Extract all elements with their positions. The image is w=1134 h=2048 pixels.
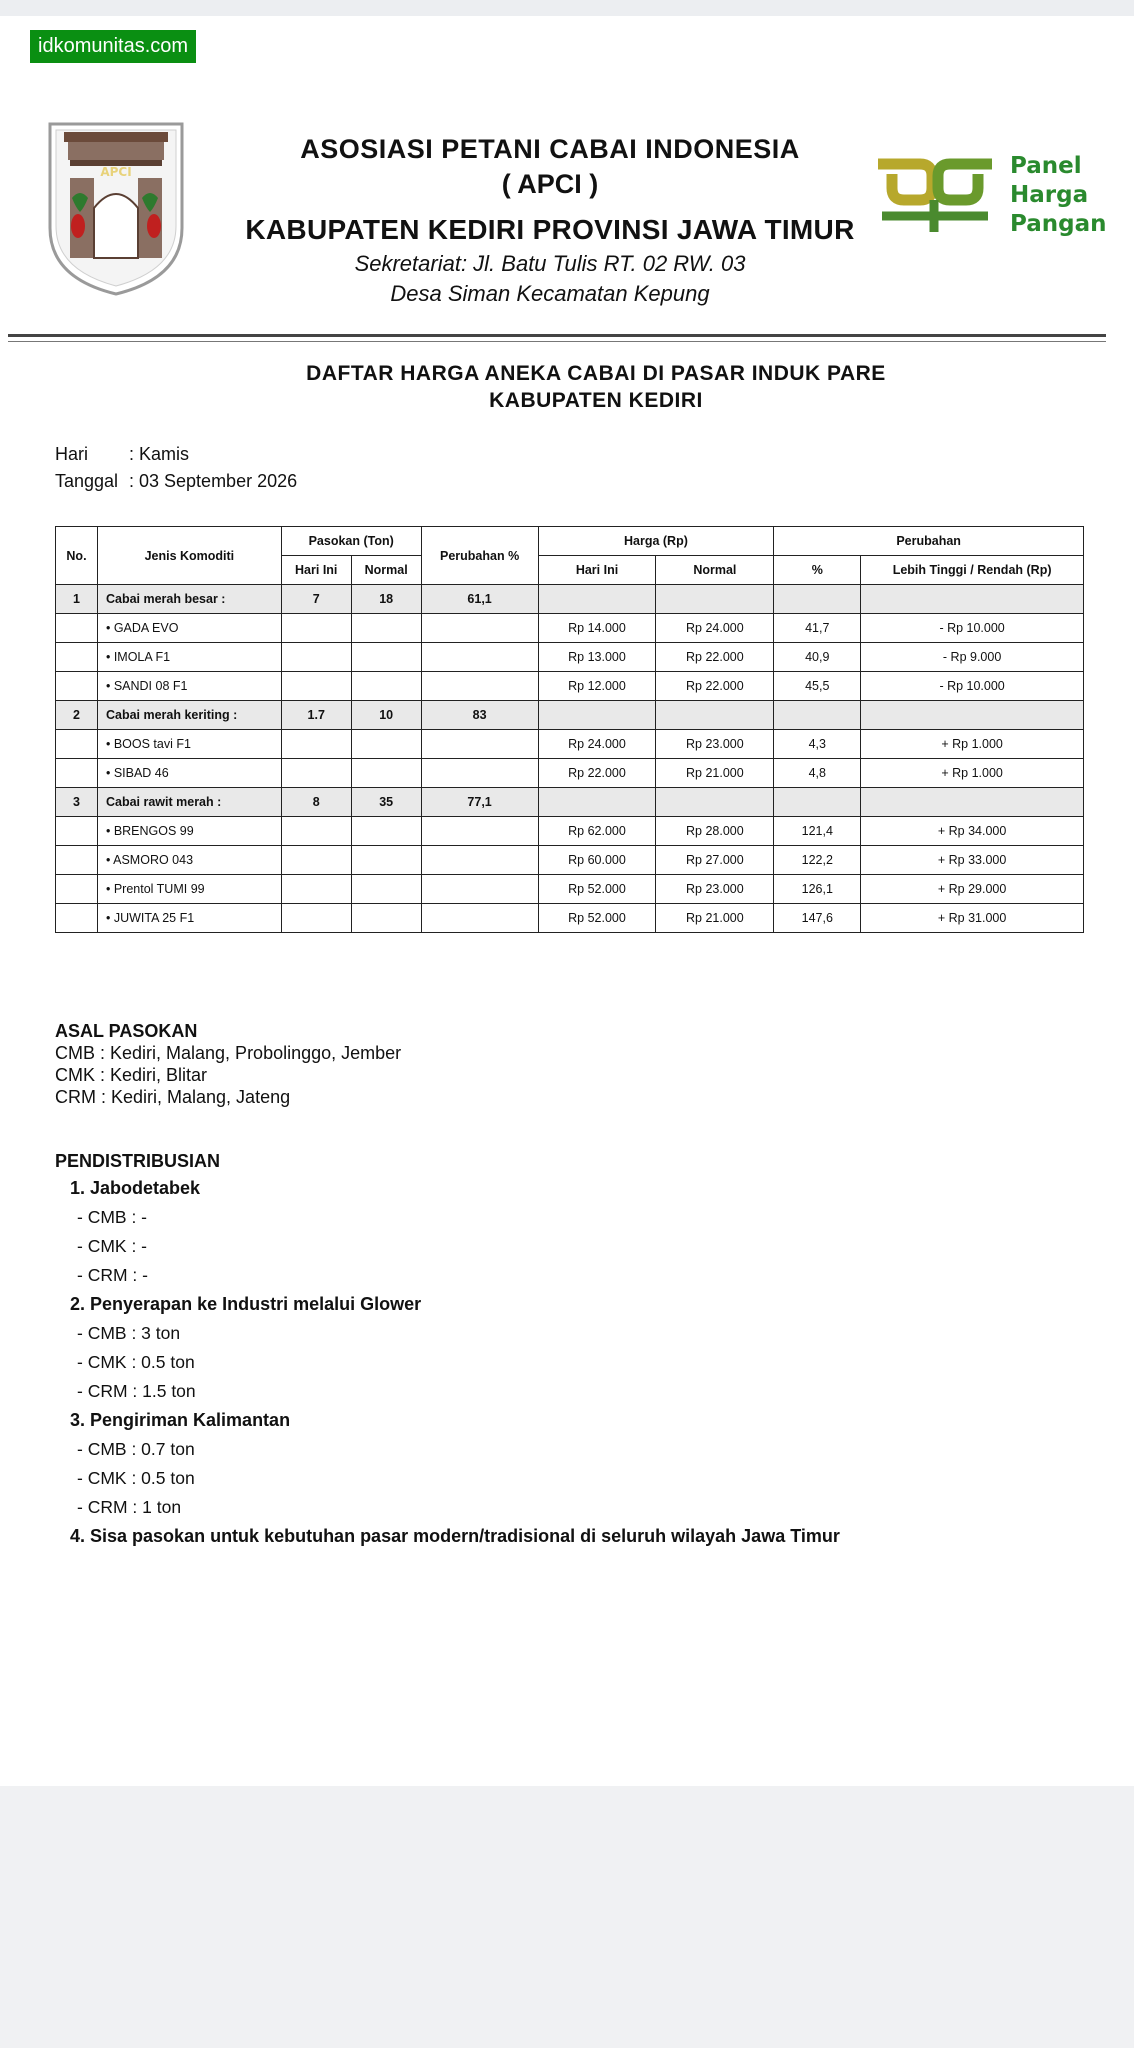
empty-cell (56, 730, 98, 759)
dist-heading: 2. Penyerapan ke Industri melalui Glower (70, 1294, 422, 1314)
apci-emblem-icon (42, 118, 190, 298)
dist-heading: 3. Pengiriman Kalimantan (70, 1410, 291, 1430)
dist-item: - CRM : - (77, 1265, 148, 1285)
empty-cell (351, 846, 421, 875)
item-harga-hari-ini: Rp 22.000 (538, 759, 656, 788)
item-name: • SIBAD 46 (97, 759, 281, 788)
empty-cell (351, 643, 421, 672)
item-name: • IMOLA F1 (97, 643, 281, 672)
table-group-row (56, 701, 1084, 730)
date-info (55, 471, 297, 492)
empty-cell (421, 875, 538, 904)
pendistribusian-title: PENDISTRIBUSIAN (55, 1151, 221, 1171)
item-rp: - Rp 10.000 (861, 614, 1084, 643)
empty-cell (774, 585, 861, 614)
group-no: 2 (56, 701, 98, 730)
col-perubahan-pct: Perubahan % (421, 527, 538, 585)
table-row (56, 643, 1084, 672)
org-address-2: Desa Siman Kecamatan Kepung (390, 281, 710, 306)
empty-cell (281, 846, 351, 875)
pendistribusian-section (55, 1148, 840, 1551)
group-name: Cabai rawit merah : (97, 788, 281, 817)
org-name: ASOSIASI PETANI CABAI INDONESIA (300, 134, 800, 164)
empty-cell (56, 875, 98, 904)
group-perubahan: 61,1 (421, 585, 538, 614)
item-harga-normal: Rp 21.000 (656, 759, 774, 788)
day-info (55, 444, 189, 465)
table-row (56, 875, 1084, 904)
empty-cell (774, 788, 861, 817)
dist-item: - CMK : - (77, 1236, 147, 1256)
empty-cell (656, 788, 774, 817)
bottom-empty-area (0, 1786, 1134, 2048)
document-title: DAFTAR HARGA ANEKA CABAI DI PASAR INDUK PARE (306, 362, 886, 385)
empty-cell (281, 875, 351, 904)
empty-cell (351, 904, 421, 933)
empty-cell (56, 643, 98, 672)
item-rp: + Rp 1.000 (861, 759, 1084, 788)
empty-cell (351, 875, 421, 904)
empty-cell (351, 817, 421, 846)
item-pct: 121,4 (774, 817, 861, 846)
item-pct: 4,8 (774, 759, 861, 788)
item-pct: 4,3 (774, 730, 861, 759)
col-perubahan-persen: % (774, 556, 861, 585)
table-row (56, 904, 1084, 933)
item-harga-normal: Rp 21.000 (656, 904, 774, 933)
col-no: No. (56, 527, 98, 585)
dist-heading: 1. Jabodetabek (70, 1178, 201, 1198)
dist-item: - CMK : 0.5 ton (77, 1352, 195, 1372)
item-name: • ASMORO 043 (97, 846, 281, 875)
col-pasokan: Pasokan (Ton) (281, 527, 421, 556)
item-pct: 45,5 (774, 672, 861, 701)
table-group-row (56, 585, 1084, 614)
table-row (56, 614, 1084, 643)
item-harga-normal: Rp 24.000 (656, 614, 774, 643)
empty-cell (281, 759, 351, 788)
group-perubahan: 83 (421, 701, 538, 730)
empty-cell (281, 614, 351, 643)
item-name: • BOOS tavi F1 (97, 730, 281, 759)
org-region: KABUPATEN KEDIRI PROVINSI JAWA TIMUR (245, 214, 855, 245)
logo-word-pangan: Pangan (1010, 211, 1107, 237)
header-divider-thin (8, 341, 1106, 342)
empty-cell (281, 904, 351, 933)
group-name: Cabai merah keriting : (97, 701, 281, 730)
empty-cell (421, 672, 538, 701)
col-harga-normal: Normal (656, 556, 774, 585)
item-harga-normal: Rp 27.000 (656, 846, 774, 875)
item-harga-hari-ini: Rp 62.000 (538, 817, 656, 846)
asal-line: CMB : Kediri, Malang, Probolinggo, Jember (55, 1043, 402, 1063)
group-no: 3 (56, 788, 98, 817)
org-address-1: Sekretariat: Jl. Batu Tulis RT. 02 RW. 03 (354, 251, 746, 276)
item-rp: + Rp 34.000 (861, 817, 1084, 846)
dist-heading: 4. Sisa pasokan untuk kebutuhan pasar modern/tradisional di seluruh wilayah Jawa Timur (70, 1526, 840, 1546)
item-pct: 40,9 (774, 643, 861, 672)
item-harga-normal: Rp 22.000 (656, 672, 774, 701)
empty-cell (56, 614, 98, 643)
asal-line: CRM : Kediri, Malang, Jateng (55, 1087, 291, 1107)
col-perubahan: Perubahan (774, 527, 1084, 556)
item-name: • JUWITA 25 F1 (97, 904, 281, 933)
empty-cell (281, 817, 351, 846)
empty-cell (281, 730, 351, 759)
empty-cell (421, 759, 538, 788)
item-rp: + Rp 33.000 (861, 846, 1084, 875)
dist-item: - CMB : 0.7 ton (77, 1439, 195, 1459)
group-pasokan-normal: 35 (351, 788, 421, 817)
col-pasokan-normal: Normal (351, 556, 421, 585)
group-pasokan-normal: 18 (351, 585, 421, 614)
item-rp: + Rp 1.000 (861, 730, 1084, 759)
item-harga-normal: Rp 23.000 (656, 730, 774, 759)
group-perubahan: 77,1 (421, 788, 538, 817)
empty-cell (861, 585, 1084, 614)
item-harga-normal: Rp 22.000 (656, 643, 774, 672)
empty-cell (421, 846, 538, 875)
group-name: Cabai merah besar : (97, 585, 281, 614)
asal-line: CMK : Kediri, Blitar (55, 1065, 208, 1085)
group-pasokan-hari-ini: 1.7 (281, 701, 351, 730)
day-label: Hari (55, 444, 89, 464)
logo-word-panel: Panel (1010, 153, 1082, 179)
logo-word-harga: Harga (1010, 182, 1089, 208)
panel-harga-pangan-text (1010, 152, 1107, 239)
panel-harga-pangan-logo (870, 144, 1110, 254)
item-pct: 126,1 (774, 875, 861, 904)
table-group-row (56, 788, 1084, 817)
item-rp: - Rp 10.000 (861, 672, 1084, 701)
empty-cell (774, 701, 861, 730)
empty-cell (421, 817, 538, 846)
empty-cell (56, 817, 98, 846)
item-pct: 147,6 (774, 904, 861, 933)
item-pct: 41,7 (774, 614, 861, 643)
day-value: : Kamis (129, 444, 190, 464)
item-rp: + Rp 31.000 (861, 904, 1084, 933)
col-pasokan-hari-ini: Hari Ini (281, 556, 351, 585)
empty-cell (281, 672, 351, 701)
item-rp: + Rp 29.000 (861, 875, 1084, 904)
empty-cell (281, 643, 351, 672)
item-harga-hari-ini: Rp 12.000 (538, 672, 656, 701)
dist-item: - CMB : 3 ton (77, 1323, 181, 1343)
asal-pasokan-title: ASAL PASOKAN (55, 1021, 198, 1041)
asal-pasokan-section (55, 1020, 401, 1108)
org-abbr: ( APCI ) (501, 169, 599, 199)
item-harga-normal: Rp 28.000 (656, 817, 774, 846)
empty-cell (56, 904, 98, 933)
empty-cell (538, 585, 656, 614)
empty-cell (861, 701, 1084, 730)
empty-cell (351, 614, 421, 643)
table-row (56, 672, 1084, 701)
empty-cell (421, 904, 538, 933)
table-row (56, 730, 1084, 759)
group-pasokan-hari-ini: 7 (281, 585, 351, 614)
item-harga-hari-ini: Rp 52.000 (538, 875, 656, 904)
header-divider (8, 334, 1106, 337)
item-name: • GADA EVO (97, 614, 281, 643)
price-table (55, 526, 1084, 933)
col-harga-hari-ini: Hari Ini (538, 556, 656, 585)
item-name: • Prentol TUMI 99 (97, 875, 281, 904)
document-page (0, 16, 1134, 1786)
table-row (56, 846, 1084, 875)
item-harga-hari-ini: Rp 24.000 (538, 730, 656, 759)
empty-cell (56, 846, 98, 875)
empty-cell (421, 643, 538, 672)
empty-cell (538, 788, 656, 817)
item-harga-hari-ini: Rp 52.000 (538, 904, 656, 933)
date-label: Tanggal (55, 471, 119, 491)
empty-cell (421, 614, 538, 643)
dist-item: - CMB : - (77, 1207, 147, 1227)
item-harga-hari-ini: Rp 60.000 (538, 846, 656, 875)
dist-item: - CRM : 1.5 ton (77, 1381, 196, 1401)
dist-item: - CMK : 0.5 ton (77, 1468, 195, 1488)
date-value: : 03 September 2026 (129, 471, 298, 491)
top-bar (0, 0, 1134, 16)
dist-item: - CRM : 1 ton (77, 1497, 182, 1517)
col-komoditi: Jenis Komoditi (97, 527, 281, 585)
empty-cell (656, 701, 774, 730)
empty-cell (351, 672, 421, 701)
item-harga-normal: Rp 23.000 (656, 875, 774, 904)
empty-cell (656, 585, 774, 614)
document-subtitle: KABUPATEN KEDIRI (489, 389, 703, 412)
item-harga-hari-ini: Rp 13.000 (538, 643, 656, 672)
empty-cell (538, 701, 656, 730)
col-harga: Harga (Rp) (538, 527, 774, 556)
item-name: • SANDI 08 F1 (97, 672, 281, 701)
empty-cell (351, 759, 421, 788)
empty-cell (421, 730, 538, 759)
empty-cell (351, 730, 421, 759)
panel-harga-pangan-logo-icon (870, 144, 1000, 244)
item-name: • BRENGOS 99 (97, 817, 281, 846)
item-pct: 122,2 (774, 846, 861, 875)
table-row (56, 759, 1084, 788)
col-perubahan-rp: Lebih Tinggi / Rendah (Rp) (861, 556, 1084, 585)
empty-cell (56, 672, 98, 701)
group-pasokan-hari-ini: 8 (281, 788, 351, 817)
empty-cell (861, 788, 1084, 817)
svg-text:APCI: APCI (100, 165, 132, 179)
item-harga-hari-ini: Rp 14.000 (538, 614, 656, 643)
group-no: 1 (56, 585, 98, 614)
group-pasokan-normal: 10 (351, 701, 421, 730)
item-rp: - Rp 9.000 (861, 643, 1084, 672)
watermark-badge[interactable]: idkomunitas.com (30, 30, 196, 63)
empty-cell (56, 759, 98, 788)
table-row (56, 817, 1084, 846)
